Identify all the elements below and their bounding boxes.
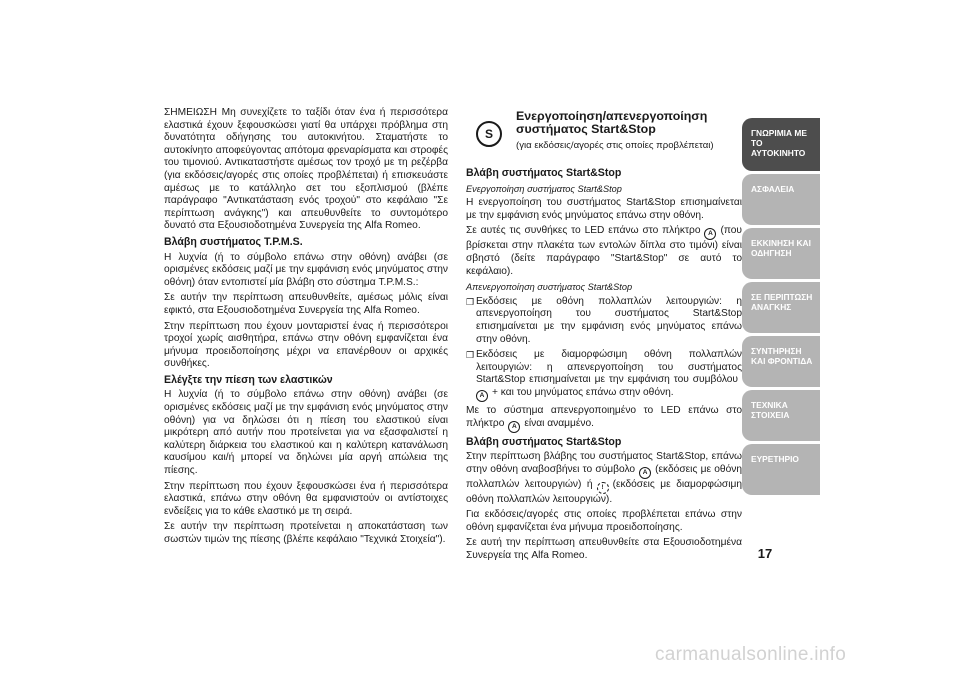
tab-starting-driving[interactable]: ΕΚΚΙΝΗΣΗ ΚΑΙ ΟΔΗΓΗΣΗ bbox=[742, 228, 820, 279]
fault-paragraph-1 bbox=[466, 451, 742, 506]
led-text-a: Με το σύστημα απενεργοποιημένο το LED επάνω στο πλήκτρο bbox=[466, 404, 742, 429]
page-number: 17 bbox=[757, 546, 773, 561]
activation-text-a: Σε αυτές τις συνθήκες το LED επάνω στο πλήκτρο bbox=[466, 225, 701, 237]
section-title: Ενεργοποίηση/απενεργοποίηση συστήματος Start&Stop bbox=[516, 109, 708, 137]
heading-check-pressure: Ελέγξτε την πίεση των ελαστικών bbox=[164, 373, 333, 386]
deactivation-led-paragraph bbox=[466, 405, 742, 433]
fault-text-b: (εκδόσεις με οθόνη πολλαπλών λειτουργιών) ή bbox=[466, 463, 742, 490]
fault-text-a: Στην περίπτωση βλάβης του συστήματος Start&Stop, επάνω στην οθόνη αναβοσβήνει το σύμβολο bbox=[466, 451, 742, 475]
fault-text-c: (εκδόσεις με διαμορφώσιμη οθόνη πολλαπλών λειτουργιών). bbox=[466, 478, 742, 505]
list-item bbox=[466, 296, 742, 346]
bullet-text bbox=[476, 349, 742, 402]
tab-safety[interactable]: ΑΣΦΑΛΕΙΑ bbox=[742, 174, 820, 225]
activation-paragraph-1: Η ενεργοποίηση του συστήματος Start&Stop επισημαίνεται με την εμφάνιση ενός μηνύματος επάνω στην οθόνη. bbox=[466, 197, 742, 221]
tab-technical-data[interactable]: ΤΕΧΝΙΚΑ ΣΤΟΙΧΕΙΑ bbox=[742, 390, 820, 441]
right-column bbox=[466, 107, 742, 566]
start-stop-fault-icon: A bbox=[639, 467, 651, 479]
section-header bbox=[466, 107, 742, 163]
bullet-checkbox-icon: ❒ bbox=[466, 296, 475, 307]
list-item bbox=[466, 349, 742, 402]
heading-tpms-fault: Βλάβη συστήματος T.P.M.S. bbox=[164, 235, 303, 248]
fault-paragraph-2: Για εκδόσεις/αγορές στις οποίες προβλέπεται επάνω στην οθόνη εμφανίζεται ένα μήνυμα προειδοποίησης. bbox=[466, 509, 742, 533]
tab-index[interactable]: ΕΥΡΕΤΗΡΙΟ bbox=[742, 444, 820, 495]
tab-maintenance[interactable]: ΣΥΝΤΗΡΗΣΗ ΚΑΙ ΦΡΟΝΤΙΔΑ bbox=[742, 336, 820, 387]
led-text-b: είναι αναμμένο. bbox=[524, 417, 595, 429]
activation-text-b: (που βρίσκεται στην πλακέτα των εντολών δίπλα στο τιμόνι) είναι σβηστό (δείτε παράγραφο "Start&Stop" σε αυτό το κεφάλαιο). bbox=[466, 225, 742, 277]
section-subtitle: (για εκδόσεις/αγορές στις οποίες προβλέπεται) bbox=[516, 140, 714, 151]
tpms-paragraph-3: Στην περίπτωση που έχουν μονταριστεί ένας ή περισσότεροι τροχοί χωρίς αισθητήρα, επάνω στην οθόνη εμφανίζεται ένα μήνυμα προειδοποίησης μέχρι να επανέρθουν οι αρχικές συνθήκες. bbox=[164, 320, 448, 370]
bullet-text-a: Εκδόσεις με διαμορφώσιμη οθόνη πολλαπλών λειτουργιών: η απενεργοποίηση του συστήματος Start&Stop επισημαίνεται με την εμφάνιση του συμβόλου bbox=[476, 349, 742, 386]
bullet-checkbox-icon: ❒ bbox=[466, 350, 475, 361]
note-paragraph: ΣΗΜΕΙΩΣΗ Μη συνεχίζετε το ταξίδι όταν ένα ή περισσότερα ελαστικά έχουν ξεφουσκώσει γιατί θα υπάρχει πρόβλημα στη δυνατότητα οδήγησης του αυτοκινήτου. Σταματήστε το αυτοκίνητο αποφεύγοντας απότομα φρεναρίσματα και στροφές του τιμονιού. Αντικαταστήστε αμέσως τον τροχό με τη ρεζέρβα (για εκδόσεις/αγορές στις οποίες προβλέπεται) ή επισκευάστε αμέσως με το κατάλληλο σετ του εξοπλισμού (βλέπε παράγραφο "Αντικατάσταση ενός τροχού" στο κεφάλαιο "Σε περίπτωση ανάγκης") και απευθυνθείτε το συντομότερο δυνατό στα Εξουσιοδοτημένα Συνεργεία της Alfa Romeo. bbox=[164, 107, 448, 232]
pressure-paragraph-1: Η λυχνία (ή το σύμβολο επάνω στην οθόνη) ανάβει (σε ορισμένες εκδόσεις μαζί με την εμφάνιση ενός μηνύματος στην οθόνη) για να δηλώσει ότι η πίεση του ελαστικού είναι μικρότερη από αυτήν που προτείνεται για να εξασφαλιστεί η καλύτερη διάρκεια του ελαστικού και η καλύτερη κατανάλωση καυσίμου και/ή μπορεί να δηλώνει μία αργή απώλεια της πίεσης. bbox=[164, 389, 448, 477]
start-stop-button-icon: A bbox=[508, 421, 520, 433]
pressure-paragraph-3: Σε αυτήν την περίπτωση προτείνεται η αποκατάσταση των σωστών τιμών της πίεσης (βλέπε κεφάλαιο "Τεχνικά Στοιχεία"). bbox=[164, 521, 448, 545]
start-stop-icon bbox=[476, 121, 502, 147]
start-stop-symbol-icon: A bbox=[476, 390, 488, 402]
fault-warning-icon: ! bbox=[597, 482, 609, 494]
fault-paragraph-3: Σε αυτή την περίπτωση απευθυνθείτε στα Εξουσιοδοτημένα Συνεργεία της Alfa Romeo. bbox=[466, 537, 742, 562]
tab-getting-to-know[interactable]: ΓΝΩΡΙΜΙΑ ΜΕ ΤΟ ΑΥΤΟΚΙΝΗΤΟ bbox=[742, 118, 820, 171]
tab-emergency[interactable]: ΣΕ ΠΕΡΙΠΤΩΣΗ ΑΝΑΓΚΗΣ bbox=[742, 282, 820, 333]
subheading-activation: Ενεργοποίηση συστήματος Start&Stop bbox=[466, 183, 622, 194]
left-column bbox=[164, 107, 448, 550]
bullet-text-b: + και του μηνύματος επάνω στην οθόνη. bbox=[492, 386, 674, 398]
chapter-sidebar bbox=[742, 118, 820, 498]
heading-startstop-fault-top: Βλάβη συστήματος Start&Stop bbox=[466, 167, 622, 179]
activation-paragraph-2 bbox=[466, 225, 742, 278]
start-stop-button-icon: A bbox=[704, 228, 716, 240]
tpms-paragraph-1: Η λυχνία (ή το σύμβολο επάνω στην οθόνη) ανάβει (σε ορισμένες εκδόσεις μαζί με την εμφάνιση ενός μηνύματος στην οθόνη) όταν εντοπιστεί μία βλάβη στο σύστημα T.P.M.S.: bbox=[164, 251, 448, 288]
watermark: carmanualsonline.info bbox=[655, 644, 847, 665]
tpms-paragraph-2: Σε αυτήν την περίπτωση απευθυνθείτε, αμέσως μόλις είναι εφικτό, στα Εξουσιοδοτημένα Συνεργεία της Alfa Romeo. bbox=[164, 292, 448, 316]
heading-startstop-fault: Βλάβη συστήματος Start&Stop bbox=[466, 435, 622, 448]
pressure-paragraph-2: Στην περίπτωση που έχουν ξεφουσκώσει ένα ή περισσότερα ελαστικά, επάνω στην οθόνη θα εμφανιστούν οι αντίστοιχες ενδείξεις για το κάθε ελαστικό με τη σειρά. bbox=[164, 480, 448, 517]
subheading-deactivation: Απενεργοποίηση συστήματος Start&Stop bbox=[466, 282, 633, 293]
start-stop-icon-letter: S bbox=[484, 126, 493, 141]
bullet-text: Εκδόσεις με οθόνη πολλαπλών λειτουργιών: η απενεργοποίηση του συστήματος Start&Stop επισημαίνεται με την εμφάνιση ενός μηνύματος επάνω στην οθόνη. bbox=[476, 295, 742, 345]
